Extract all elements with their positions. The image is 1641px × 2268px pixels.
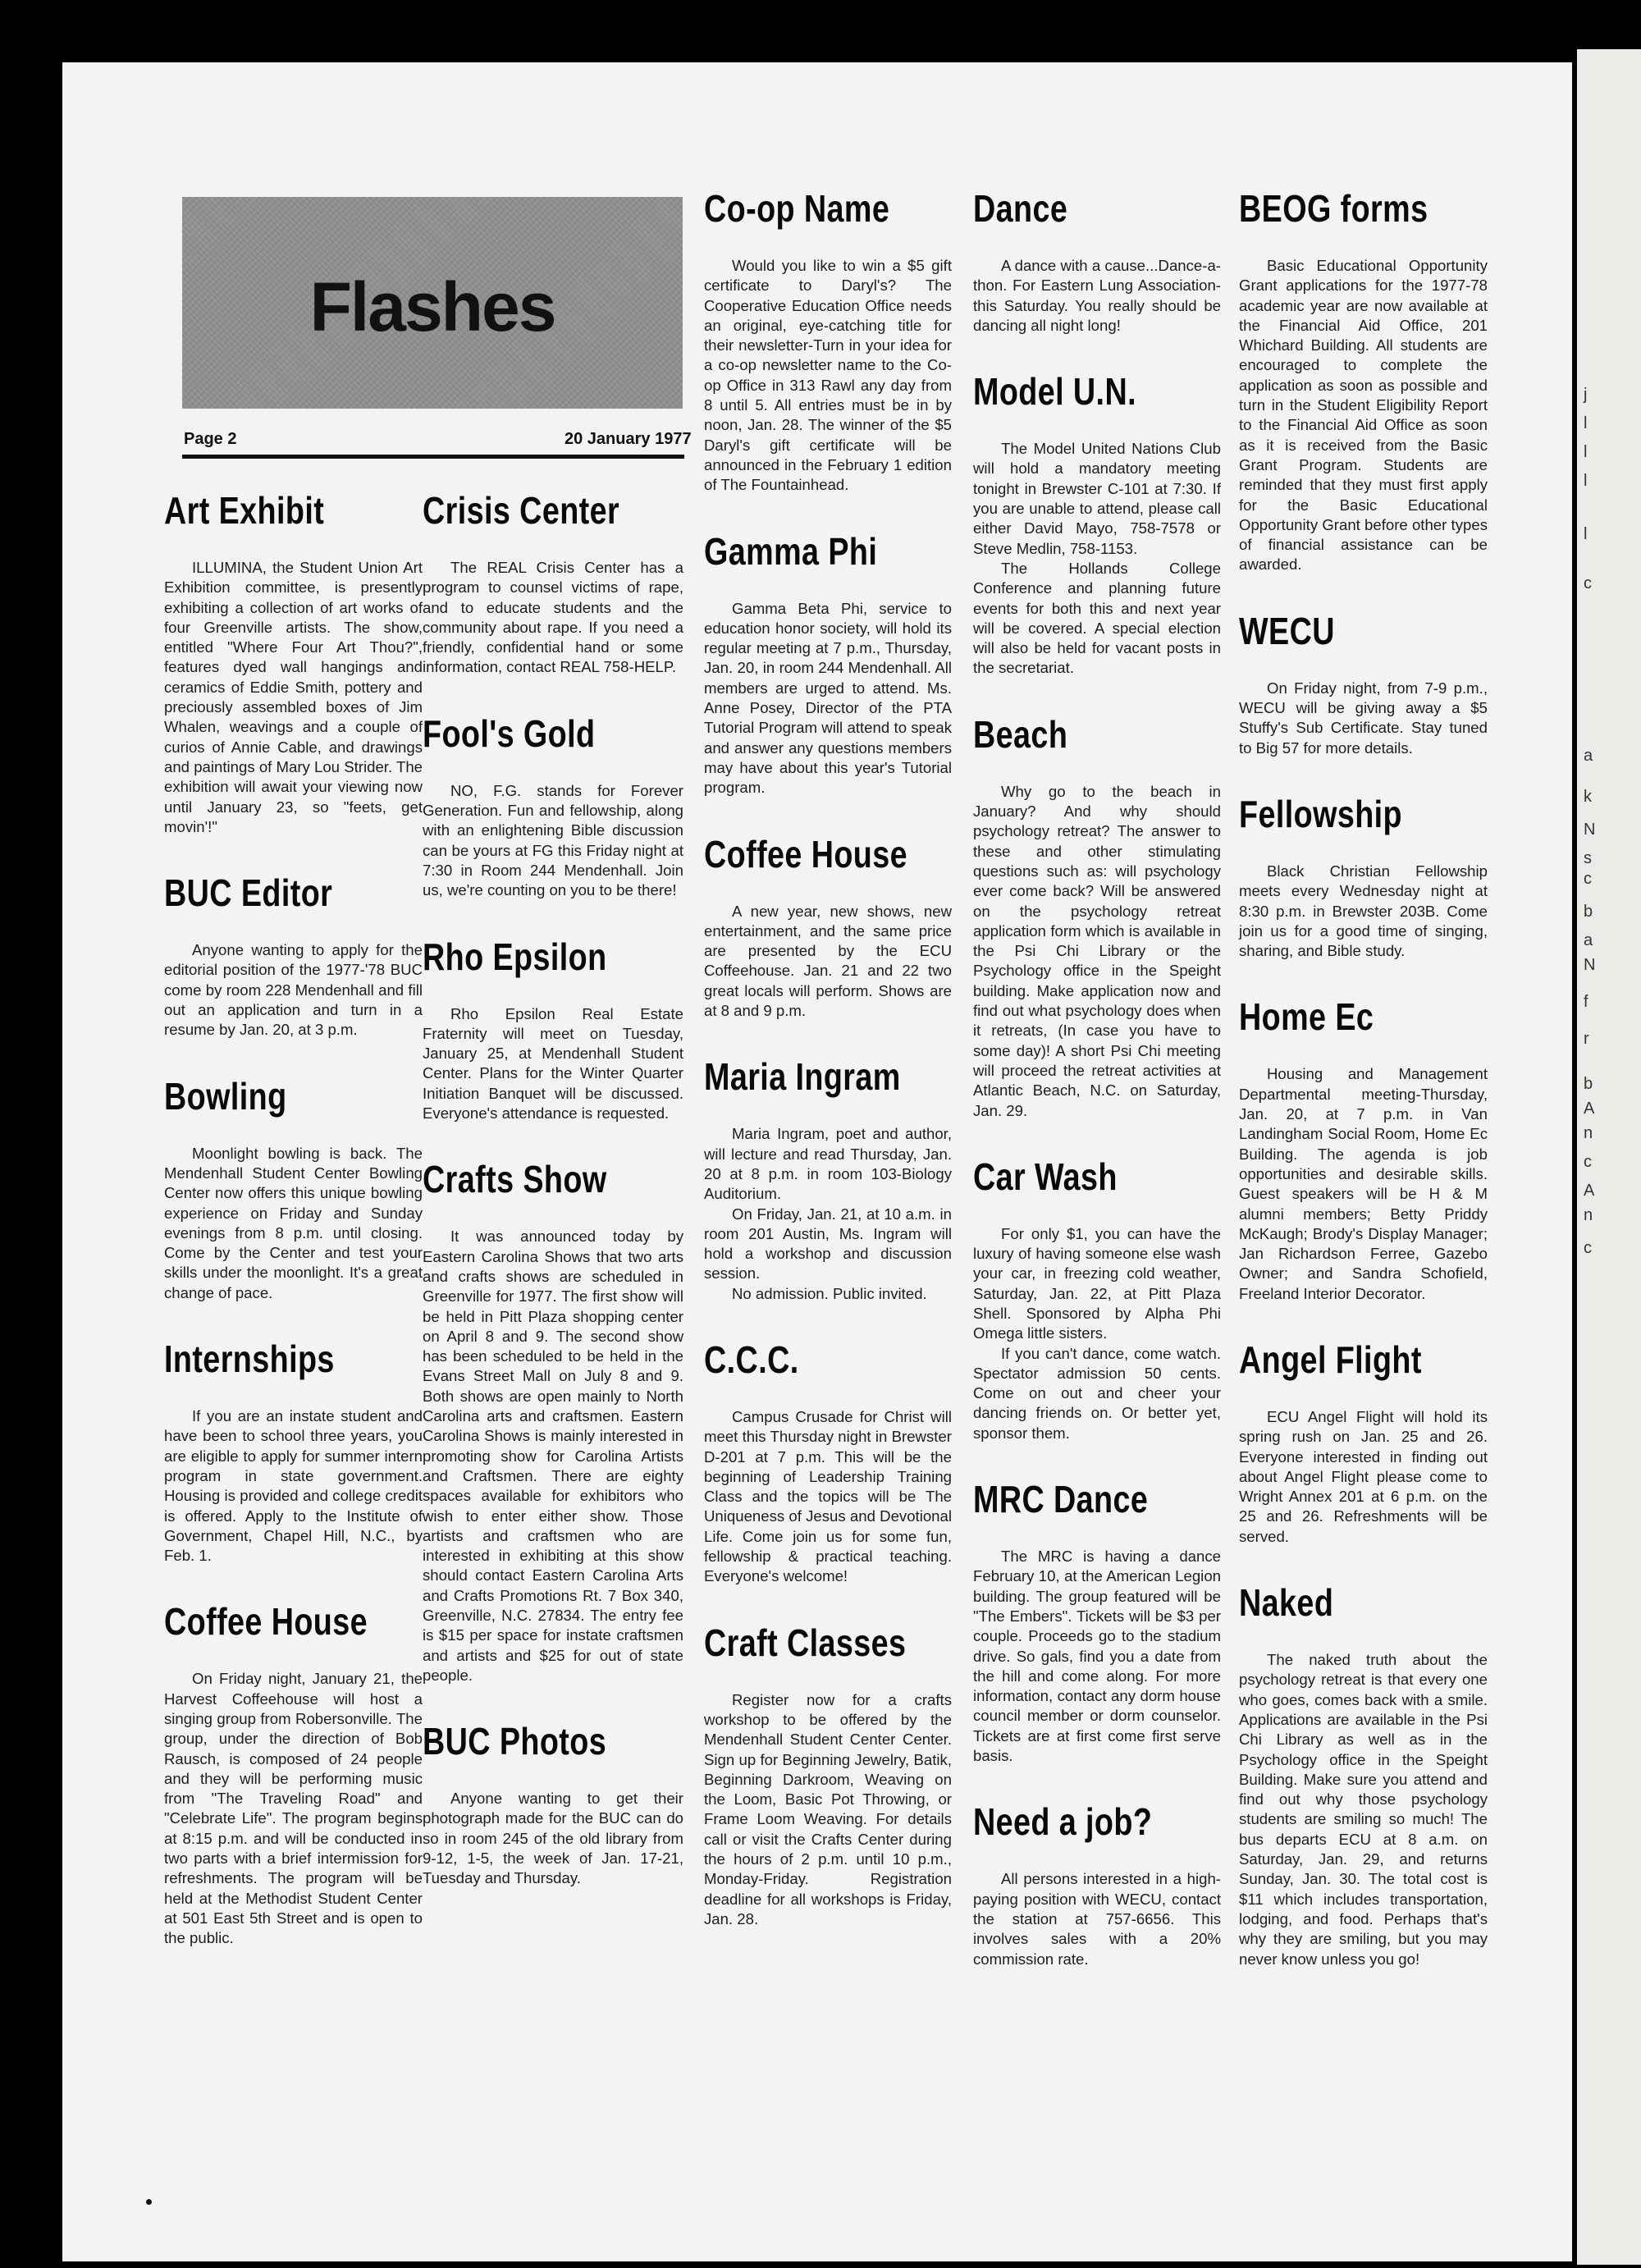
story-paragraph: A new year, new shows, new entertainment, and the same price are presented by the ECU Coffeehouse. Jan. 21 and 22 two great locals will perform. Shows are at 8 and 9 p.m.: [704, 902, 952, 1020]
story-paragraph: If you are an instate student and have been to school three years, you are eligible to apply for summer intern program in state government. Housing is provided and college credit is offered. Apply to the Institute of Government, Chapel Hill, N.C., by Feb. 1.: [164, 1407, 423, 1565]
column-2: [423, 487, 683, 1889]
story-paragraph: Why go to the beach in January? And why should psychology retreat? The answer to these and other stimulating questions such as: will psychology ever come back? Will be answered on the psychology retreat application form which is available in the Psi Chi Library or the Psychology office in the Speight building. Make application now and find out what psychology does when it retreats, (In case you have to some day)! A short Psi Chi meeting will proceed the retreat activities at Atlantic Beach, N.C. on Saturday, Jan. 29.: [973, 782, 1221, 1119]
story-buc-editor: [164, 870, 423, 1040]
story-paragraph: On Friday night, January 21, the Harvest Coffeehouse will host a singing group from Robersonville. The group, under the direction of Bob Rausch, is composed of 24 people and they will be performing music from "The Traveling Road" and "Celebrate Life". The program begins at 8:15 p.m. and will be conducted in two parts with a brief intermission for refreshments. The program will be held at the Methodist Student Center at 501 East 5th Street and is open to the public.: [164, 1670, 423, 1947]
headline-bowling: Bowling: [164, 1074, 287, 1118]
story-car-wash: [973, 1154, 1221, 1443]
headline-spacer: [973, 757, 1221, 782]
headline-craft-classes: Craft Classes: [704, 1621, 907, 1664]
story-paragraph: Black Christian Fellowship meets every Wednesday night at 8:30 p.m. in Brewster 203B. Come join us for a good time of singing, sharing, and Bible study.: [1239, 862, 1488, 960]
headline-co-op-name: Co-op Name: [704, 187, 890, 230]
adjacent-page-letter: r: [1584, 1030, 1589, 1048]
headline-spacer: [164, 533, 423, 558]
headline-coffee-house-1: Coffee House: [164, 1600, 368, 1644]
adjacent-page-letter: l: [1584, 414, 1588, 432]
story-paragraph: The Model United Nations Club will hold a mandatory meeting tonight in Brewster C-101 at 7:30. If you are unable to attend, please call either David Mayo, 758-7578 or Steve Medlin, 758-1153.: [973, 440, 1221, 557]
headline-buc-photos: BUC Photos: [423, 1720, 607, 1763]
headline-spacer: [704, 231, 952, 256]
story-paragraph: No admission. Public invited.: [732, 1284, 927, 1302]
adjacent-page-letter: n: [1584, 1206, 1593, 1224]
story-paragraph: Register now for a crafts workshop to be offered by the Mendenhall Student Center Center. Sign up for Beginning Jewelry, Batik, Beginning Darkroom, Weaving on the Loom, Basic Pot Throwing, or Frame Loom Weaving. For details call or visit the Crafts Center during the hours of 2 p.m. until 10 p.m., Monday-Friday. Registration deadline for all workshops is Friday, Jan. 28.: [704, 1690, 952, 1927]
adjacent-page-letter: c: [1584, 1153, 1592, 1171]
headline-beog-forms: BEOG forms: [1239, 187, 1428, 230]
headline-spacer: [704, 1100, 952, 1124]
adjacent-page-letter: f: [1584, 993, 1588, 1011]
adjacent-page-letter: s: [1584, 849, 1592, 867]
story-paragraph: On Friday, Jan. 21, at 10 a.m. in room 201 Austin, Ms. Ingram will hold a workshop and discussion session.: [704, 1205, 952, 1283]
headline-spacer: [1239, 837, 1488, 862]
headline-spacer: [164, 916, 423, 940]
page-number: Page 2: [184, 430, 237, 448]
headline-crisis-center: Crisis Center: [423, 489, 620, 532]
story-coffee-house-1: [164, 1598, 423, 1948]
headline-spacer: [423, 533, 683, 558]
headline-ccc: C.C.C.: [704, 1337, 799, 1381]
issue-date: 20 January 1977: [565, 430, 692, 448]
story-crafts-show: [423, 1156, 683, 1685]
story-paragraph: Maria Ingram, poet and author, will lecture and read Thursday, Jan. 20 at 8 p.m. in room 103-Biology Auditorium.: [704, 1125, 952, 1203]
headline-naked: Naked: [1239, 1581, 1334, 1625]
headline-spacer: [1239, 231, 1488, 256]
headline-spacer: [164, 1382, 423, 1406]
headline-model-un: Model U.N.: [973, 370, 1136, 414]
adjacent-page-letter: n: [1584, 1124, 1593, 1142]
adjacent-page-letter: A: [1584, 1182, 1595, 1200]
story-paragraph: If you can't dance, come watch. Spectator admission 50 cents. Come on out and cheer your dancing friends on. Or better yet, sponsor them.: [973, 1344, 1221, 1442]
headline-rho-epsilon: Rho Epsilon: [423, 935, 607, 978]
adjacent-page-letter: j: [1584, 386, 1588, 404]
headline-spacer: [973, 414, 1221, 439]
story-paragraph: It was announced today by Eastern Carolina Shows that two arts and crafts shows are scheduled in Greenville for 1977. The first show will be held in Pitt Plaza shopping center on April 8 and 9. The second show has been scheduled to be held in the Evans Street Mall on July 8 and 9. Both shows are open mainly to North Carolina arts and craftsmen. Eastern Carolina Shows is mainly interested in promoting show for Carolina Artists and Craftsmen. There are eighty spaces available for exhibitors who wish to enter either show. Those artists and craftsmen who are interested in exhibiting at this show should contact Eastern Carolina Arts and Crafts Promotions Rt. 7 Box 340, Greenville, N.C. 27834. The entry fee is $15 per space for instate craftsmen and artists and $25 for out of state people.: [423, 1228, 683, 1684]
story-paragraph: The naked truth about the psychology retreat is that every one who goes, comes back with a smile. Applications are available in the Psi Chi Library as well as in the Psychology office in the Speight Building. Make sure you attend and find out why those psychology students are smiling so much! The bus departs ECU at 8 a.m. on Saturday, Jan. 29, and returns Sunday, Jan. 30. The total cost is $11 which includes transportation, lodging, and food. Perhaps that's why they are smiling, but you may never know unless you go!: [1239, 1651, 1488, 1968]
story-paragraph: The Hollands College Conference and planning future events for both this and next year will be covered. A special election will also be held for vacant posts in the secretariat.: [973, 559, 1221, 677]
headline-car-wash: Car Wash: [973, 1155, 1118, 1198]
story-ccc: [704, 1337, 952, 1587]
adjacent-page-letter: b: [1584, 903, 1593, 921]
headline-dance: Dance: [973, 187, 1068, 230]
headline-spacer: [704, 1666, 952, 1690]
adjacent-page-letter: A: [1584, 1100, 1595, 1118]
story-craft-classes: [704, 1620, 952, 1930]
headline-fools-gold: Fool's Gold: [423, 711, 596, 755]
headline-spacer: [973, 231, 1221, 256]
headline-spacer: [1239, 1626, 1488, 1650]
story-naked: [1239, 1580, 1488, 1969]
story-paragraph: Rho Epsilon Real Estate Fraternity will meet on Tuesday, January 25, at Mendenhall Student Center. Plans for the Winter Quarter Initiation Banquet will be discussed. Everyone's attendance is requested.: [423, 1004, 683, 1123]
story-beach: [973, 711, 1221, 1121]
headline-buc-editor: BUC Editor: [164, 871, 333, 915]
story-paragraph: On Friday night, from 7-9 p.m., WECU will be giving away a $5 Stuffy's Sub Certificate. Stay tuned to Big 57 for more details.: [1239, 679, 1488, 757]
story-coffee-house-2: [704, 831, 952, 1022]
headline-spacer: [164, 1644, 423, 1669]
story-angel-flight: [1239, 1337, 1488, 1547]
ink-speck: [146, 2199, 152, 2205]
story-fellowship: [1239, 791, 1488, 961]
story-fools-gold: [423, 711, 683, 901]
story-paragraph: Gamma Beta Phi, service to education honor society, will hold its regular meeting at 7 p.m., Thursday, Jan. 20, in room 244 Mendenhall. All members are urged to attend. Ms. Anne Posey, Director of the PTA Tutorial Program will attend to speak and answer any questions members may have about this year's Tutorial program.: [704, 599, 952, 797]
headline-coffee-house-2: Coffee House: [704, 832, 908, 876]
headline-spacer: [973, 1200, 1221, 1224]
headline-angel-flight: Angel Flight: [1239, 1337, 1422, 1381]
headline-spacer: [973, 1845, 1221, 1869]
column-3: [704, 185, 952, 1929]
story-rho-epsilon: [423, 934, 683, 1124]
headline-gamma-phi: Gamma Phi: [704, 529, 878, 573]
story-paragraph: Anyone wanting to apply for the editorial position of the 1977-'78 BUC come by room 228 Mendenhall and fill out an application and turn in a resume by Jan. 20, at 3 p.m.: [164, 941, 423, 1039]
story-home-ec: [1239, 994, 1488, 1304]
story-paragraph: Would you like to win a $5 gift certificate to Daryl's? The Cooperative Education Office needs an original, eye-catching title for their newsletter-Turn in your idea for a co-op newsletter name to the Co-op Office in 313 Rawl any day from 8 until 5. All entries must be in by noon, Jan. 28. The winner of the $5 Daryl's gift certificate will be announced in the February 1 edition of The Fountainhead.: [704, 257, 952, 494]
story-paragraph: Anyone wanting to get their photograph made for the BUC can do so in room 245 of the old library from 9-12, 1-5, the week of Jan. 17-21, Tuesday and Thursday.: [423, 1790, 683, 1887]
story-paragraph: Moonlight bowling is back. The Mendenhall Student Center Bowling Center now offers this unique bowling experience on Friday and Sunday evenings from 8 p.m. until closing. Come by the Center and test your skills under the moonlight. It's a great change of pace.: [164, 1144, 423, 1301]
headline-spacer: [704, 877, 952, 902]
headline-crafts-show: Crafts Show: [423, 1158, 607, 1201]
headline-internships: Internships: [164, 1337, 335, 1381]
headline-mrc-dance: MRC Dance: [973, 1478, 1149, 1521]
story-paragraph: The MRC is having a dance February 10, at the American Legion building. The group featured will be "The Embers". Tickets will be $3 per couple. Proceeds go to the stadium drive. So gals, find you a date from the hill and come along. For more information, contact any dorm house council member or dorm counselor. Tickets are at first come first serve basis.: [973, 1548, 1221, 1765]
masthead-title: Flashes: [309, 268, 555, 345]
adjacent-page-letter: c: [1584, 870, 1592, 888]
story-gamma-phi: [704, 528, 952, 798]
adjacent-page-letter: l: [1584, 472, 1588, 490]
story-paragraph: Housing and Management Departmental meeting-Thursday, Jan. 20, at 7 p.m. in Van Landingham Social Room, Home Ec Building. The agenda is job opportunities and desirable skills. Guest speakers will be H & M alumni members; Betty Priddy McKaugh; Brody's Display Manager; Jan Richardson Ferree, Gazebo Owner; and Sandra Schofield, Freeland Interior Decorator.: [1239, 1065, 1488, 1302]
headline-fellowship: Fellowship: [1239, 792, 1403, 835]
story-need-a-job: [973, 1799, 1221, 1968]
headline-maria-ingram: Maria Ingram: [704, 1055, 901, 1099]
column-5: [1239, 185, 1488, 1969]
story-buc-photos: [423, 1718, 683, 1888]
headline-spacer: [704, 1383, 952, 1407]
story-art-exhibit: [164, 487, 423, 837]
adjacent-page-letter: a: [1584, 931, 1593, 949]
headline-home-ec: Home Ec: [1239, 995, 1374, 1039]
headline-beach: Beach: [973, 712, 1068, 756]
story-bowling: [164, 1073, 423, 1303]
headline-spacer: [973, 1522, 1221, 1547]
story-paragraph: For only $1, you can have the luxury of having someone else wash your car, in freezing cold weather, Saturday, Jan. 22, at Pitt Plaza Shell. Sponsored by Alpha Phi Omega little sisters.: [973, 1224, 1221, 1342]
adjacent-page-letter: c: [1584, 1239, 1592, 1257]
story-crisis-center: [423, 487, 683, 678]
adjacent-page-letter: a: [1584, 747, 1593, 765]
adjacent-page-letter: N: [1584, 821, 1596, 839]
story-paragraph: NO, F.G. stands for Forever Generation. Fun and fellowship, along with an enlightening Bible discussion can be yours at FG this Friday night at 7:30 in Room 244 Mendenhall. Join us, we're counting on you to be there!: [423, 781, 683, 899]
headline-spacer: [423, 980, 683, 1004]
story-paragraph: ECU Angel Flight will hold its spring rush on Jan. 25 and 26. Everyone interested in finding out about Angel Flight please come to Wright Annex 201 at 6 p.m. on the 25 and 26. Refreshments will be served.: [1239, 1407, 1488, 1545]
story-paragraph: ILLUMINA, the Student Union Art Exhibition committee, is presently exhibiting a collection of art works of four Greenville artists. The show, entitled "Where Four Art Thou?", features dyed wall hangings and ceramics of Eddie Smith, pottery and preciously assembled boxes of Jim Whalen, weavings and a couple of curios of Annie Cable, and drawings and paintings of Mary Lou Strider. The exhibition will await your viewing now until January 23, so "feets, get movin'!": [164, 559, 423, 835]
headline-spacer: [1239, 1040, 1488, 1064]
headline-spacer: [1239, 654, 1488, 679]
story-dance: [973, 185, 1221, 336]
adjacent-page-letter: b: [1584, 1075, 1593, 1093]
adjacent-page-letter: l: [1584, 443, 1588, 461]
story-model-un: [973, 368, 1221, 679]
column-4: [973, 185, 1221, 1969]
story-paragraph: Campus Crusade for Christ will meet this Thursday night in Brewster D-201 at 7 p.m. This will be the beginning of Leadership Training Class and the topics will be The Uniqueness of Jesus and Devotional Life. Come join us for some fun, fellowship & practical teaching. Everyone's welcome!: [704, 1407, 952, 1585]
adjacent-page-edge: [1577, 49, 1641, 2265]
story-paragraph: All persons interested in a high-paying position with WECU, contact the station at 757-6656. This involves sales with a 20% commission rate.: [973, 1870, 1221, 1968]
headline-spacer: [704, 574, 952, 599]
story-wecu: [1239, 608, 1488, 758]
masthead-box: [182, 197, 683, 409]
headline-wecu: WECU: [1239, 609, 1335, 652]
headline-spacer: [423, 1202, 683, 1227]
story-internships: [164, 1336, 423, 1566]
column-1: [164, 487, 423, 1949]
adjacent-page-letter: N: [1584, 956, 1596, 974]
adjacent-page-letter: l: [1584, 525, 1588, 543]
story-beog-forms: [1239, 185, 1488, 575]
headline-spacer: [423, 757, 683, 781]
story-paragraph: Basic Educational Opportunity Grant applications for the 1977-78 academic year are now available at the Financial Aid Office, 201 Whichard Building. All students are encouraged to complete the application as soon as possible and turn in the Student Eligibility Report to the Financial Aid Office as soon as it is received from the Basic Grant Program. Students are reminded that they must first apply for the Basic Educational Opportunity Grant before other types of financial assistance can be awarded.: [1239, 257, 1488, 574]
story-paragraph: A dance with a cause...Dance-a-thon. For Eastern Lung Association-this Saturday. You really should be dancing all night long!: [973, 257, 1221, 334]
adjacent-page-letter: k: [1584, 788, 1592, 806]
story-paragraph: The REAL Crisis Center has a program to counsel victims of rape, and to educate students and the community about rape. If you need a friendly, confidential hand or some information, contact REAL 758-HELP.: [423, 559, 683, 676]
headline-spacer: [164, 1119, 423, 1144]
adjacent-page-letter: c: [1584, 574, 1592, 592]
headline-art-exhibit: Art Exhibit: [164, 489, 325, 532]
story-maria-ingram: [704, 1054, 952, 1304]
story-mrc-dance: [973, 1476, 1221, 1766]
story-co-op-name: [704, 185, 952, 496]
headline-spacer: [423, 1764, 683, 1789]
headline-spacer: [1239, 1383, 1488, 1407]
folio-rule: [182, 455, 684, 459]
headline-need-a-job: Need a job?: [973, 1800, 1153, 1844]
